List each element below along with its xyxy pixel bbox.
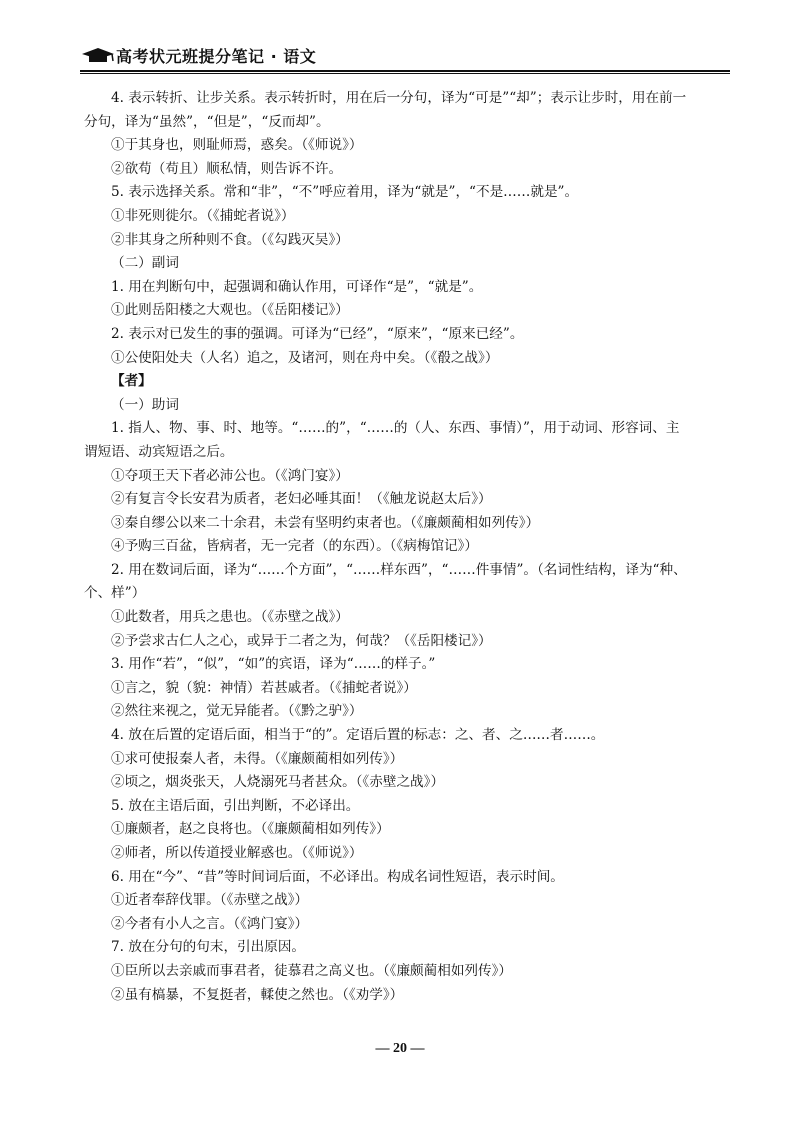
text-line: ②予尝求古仁人之心，或异于二者之为，何哉？（《岳阳楼记》） bbox=[111, 632, 492, 649]
text-line: ①此数者，用兵之患也。（《赤壁之战》） bbox=[111, 609, 349, 626]
text-line: 1. 指人、物、事、时、地等。“……的”，“……的（人、东西、事情）”，用于动词、形容词、主 bbox=[111, 420, 680, 437]
text-line: ①夺项王天下者必沛公也。（《鸿门宴》） bbox=[111, 467, 349, 484]
text-line: 2. 用在数词后面，译为“……个方面”，“……样东西”，“……件事情”。（名词性结构，译为“种、 bbox=[111, 561, 687, 578]
text-line: ①求可使报秦人者，未得。（《廉颇蔺相如列传》） bbox=[111, 750, 404, 767]
text-line: 5. 表示选择关系。常和“非”，“不”呼应着用，译为“就是”，“不是……就是”。 bbox=[111, 184, 579, 201]
header-rule-thin bbox=[80, 73, 730, 74]
text-line: ②顷之，烟炎张天，人烧溺死马者甚众。（《赤壁之战》） bbox=[111, 774, 445, 791]
page-header bbox=[80, 40, 730, 68]
text-line: 7. 放在分句的句末，引出原因。 bbox=[111, 939, 306, 956]
text-line: 3. 用作“若”，“似”，“如”的宾语，译为“……的样子。” bbox=[111, 656, 436, 673]
text-line: ①非死则徙尔。（《捕蛇者说》） bbox=[111, 207, 295, 224]
text-line: ①此则岳阳楼之大观也。（《岳阳楼记》） bbox=[111, 302, 349, 319]
text-line: ①臣所以去亲戚而事君者，徒慕君之高义也。（《廉颇蔺相如列传》） bbox=[111, 962, 513, 979]
text-line: 4. 放在后置的定语后面，相当于“的”。定语后置的标志：之、者、之……者……。 bbox=[111, 727, 605, 744]
text-line: ①公使阳处夫（人名）追之，及诸河，则在舟中矣。（《殽之战》） bbox=[111, 349, 499, 366]
text-line: 4. 表示转折、让步关系。表示转折时，用在后一分句，译为“可是”“却”；表示让步时，用在前一 bbox=[111, 90, 687, 106]
text-line: 谓短语、动宾短语之后。 bbox=[84, 443, 234, 460]
text-line: 1. 用在判断句中，起强调和确认作用，可译作“是”，“就是”。 bbox=[111, 278, 483, 295]
header-rule bbox=[80, 70, 730, 72]
page-body bbox=[84, 87, 732, 1007]
text-line: ①言之，貌（貌：神情）若甚戚者。（《捕蛇者说》） bbox=[111, 679, 417, 696]
text-line: 分句，译为“虽然”，“但是”，“反而却”。 bbox=[84, 113, 330, 130]
text-line: 6. 用在“今”、“昔”等时间词后面，不必译出。构成名词性短语，表示时间。 bbox=[111, 868, 564, 885]
text-line: ①近者奉辞伐罪。（《赤壁之战》） bbox=[111, 892, 309, 909]
section-heading: （一）助词 bbox=[111, 396, 179, 413]
text-line: ②非其身之所种则不食。（《勾践灭吴》） bbox=[111, 231, 349, 248]
text-line: ②然往来视之，觉无异能者。（《黔之驴》） bbox=[111, 703, 363, 720]
text-line: 5. 放在主语后面，引出判断，不必译出。 bbox=[111, 797, 360, 814]
text-line: 2. 表示对已发生的事的强调。可译为“已经”，“原来”，“原来已经”。 bbox=[111, 325, 524, 342]
text-line: ④予购三百盆，皆病者，无一完者（的东西）。（《病梅馆记》） bbox=[111, 538, 479, 555]
text-line: ②欲苟（苟且）顺私情，则告诉不许。 bbox=[111, 160, 343, 177]
text-line: 个、样”） bbox=[84, 585, 146, 602]
page-number: — 20 — bbox=[375, 1041, 425, 1056]
graduation-cap-icon bbox=[80, 46, 116, 64]
section-heading: （二）副词 bbox=[111, 255, 179, 272]
text-line: ②有复言令长安君为质者，老妇必唾其面！（《触龙说赵太后》） bbox=[111, 491, 492, 508]
text-line: ①廉颇者，赵之良将也。（《廉颇蔺相如列传》） bbox=[111, 821, 390, 838]
header-title: 高考状元班提分笔记 · 语文 bbox=[116, 47, 317, 66]
section-heading: 【者】 bbox=[111, 373, 152, 390]
text-line: ③秦自缪公以来二十余君，未尝有坚明约束者也。（《廉颇蔺相如列传》） bbox=[111, 514, 540, 531]
text-line: ②虽有槁暴，不复挺者，輮使之然也。（《劝学》） bbox=[111, 986, 404, 1003]
text-line: ①于其身也，则耻师焉，惑矣。（《师说》） bbox=[111, 137, 363, 154]
text-line: ②今者有小人之言。（《鸿门宴》） bbox=[111, 915, 309, 932]
text-line: ②师者，所以传道授业解惑也。（《师说》） bbox=[111, 845, 363, 861]
